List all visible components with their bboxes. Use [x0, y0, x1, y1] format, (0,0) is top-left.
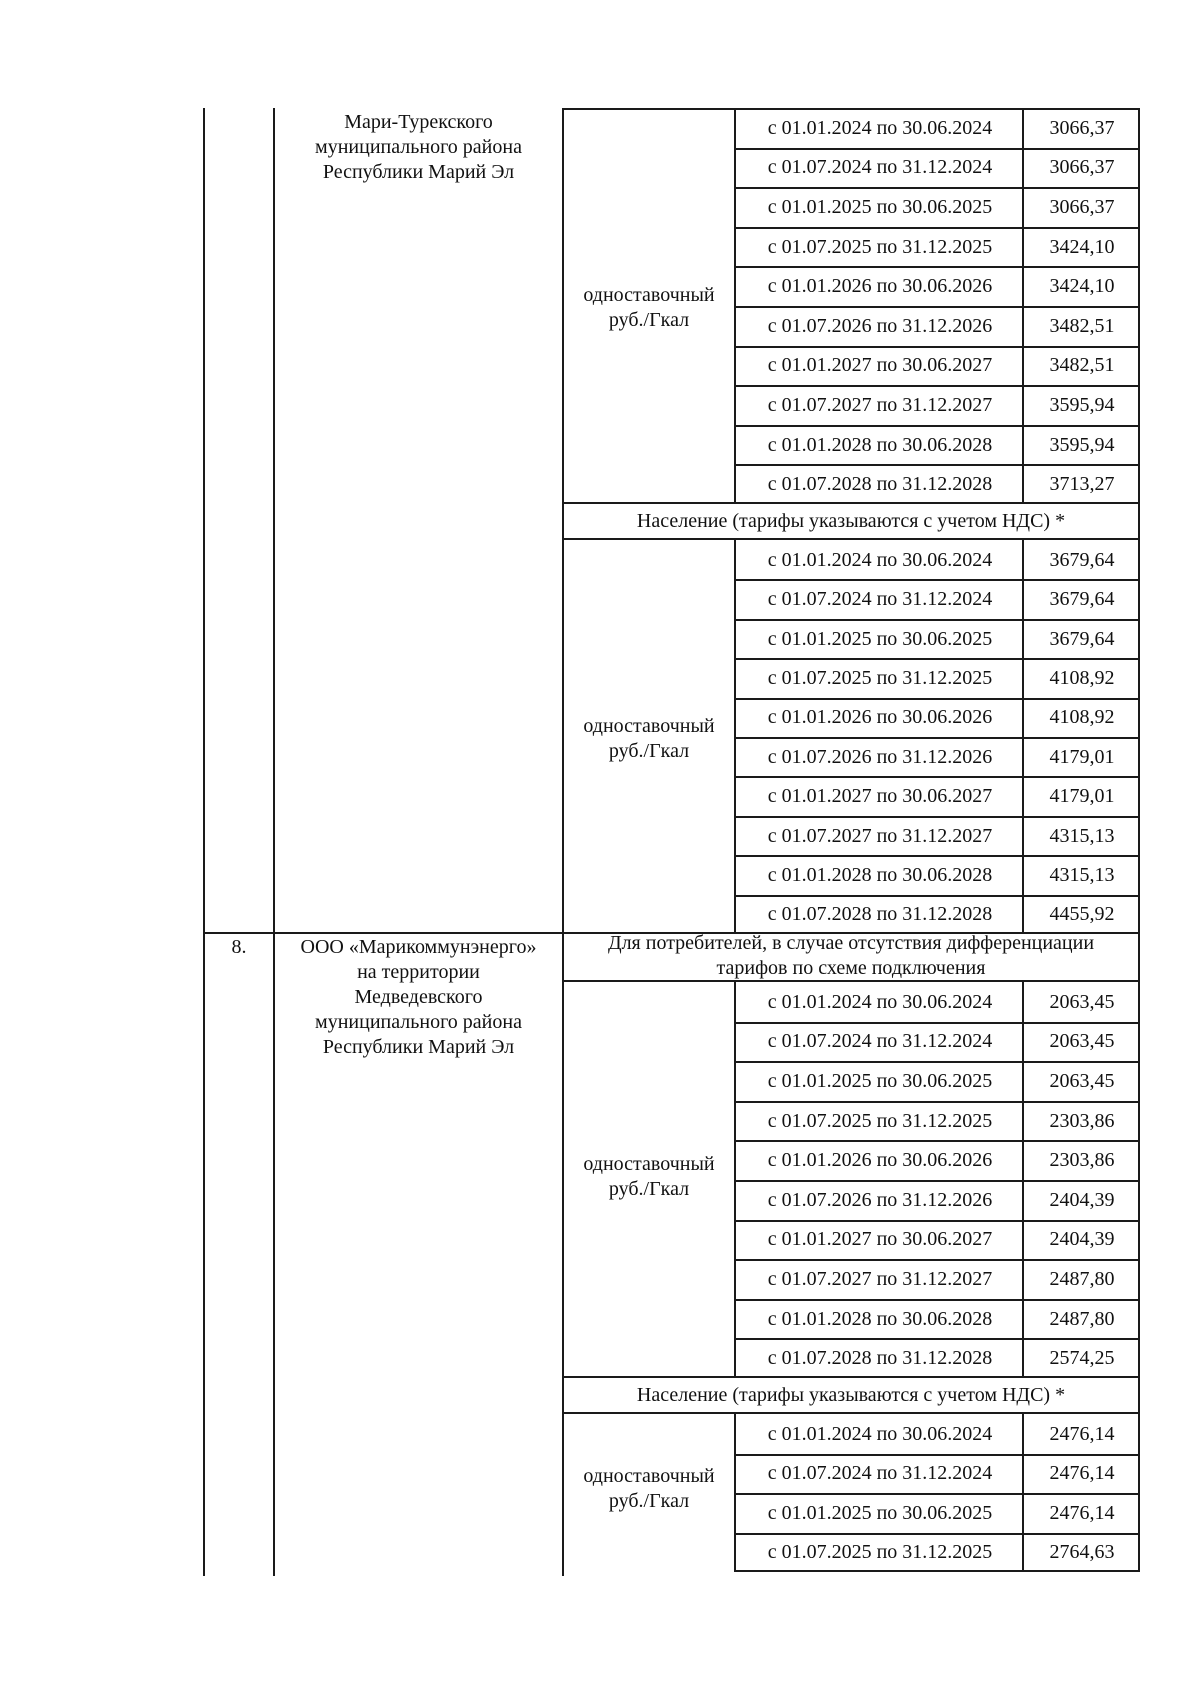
- period-cell: с 01.01.2025 по 30.06.2025: [767, 1502, 993, 1524]
- period-cell: с 01.01.2025 по 30.06.2025: [767, 1070, 993, 1092]
- tariff-value-cell: 2303,86: [1049, 1110, 1115, 1132]
- col-border-right: [1138, 538, 1140, 1572]
- tariff-value-cell: 3482,51: [1049, 354, 1115, 376]
- period-cell: с 01.01.2027 по 30.06.2027: [767, 1228, 993, 1250]
- period-cell: с 01.07.2027 по 31.12.2027: [767, 394, 993, 416]
- row-border: [734, 1061, 1140, 1063]
- tariff-value-cell: 3424,10: [1049, 275, 1115, 297]
- tariff-value-cell: 2303,86: [1049, 1149, 1115, 1171]
- row-border: [734, 1101, 1140, 1103]
- row-border: [734, 148, 1140, 150]
- tariff-value-cell: 2063,45: [1049, 1070, 1115, 1092]
- row-border: [734, 579, 1140, 581]
- row-border: [562, 538, 1140, 540]
- row-border: [734, 187, 1140, 189]
- period-cell: с 01.01.2027 по 30.06.2027: [767, 785, 993, 807]
- tariff-value-cell: 4108,92: [1049, 706, 1115, 728]
- row-border: [734, 737, 1140, 739]
- period-cell: с 01.07.2025 по 31.12.2025: [767, 1110, 993, 1132]
- period-cell: с 01.01.2026 по 30.06.2026: [767, 275, 993, 297]
- rate-type-unit: руб./Гкал: [608, 1178, 690, 1200]
- period-cell: с 01.01.2028 по 30.06.2028: [767, 1308, 993, 1330]
- row-border: [734, 306, 1140, 308]
- tariff-value-cell: 3595,94: [1049, 394, 1115, 416]
- row-border: [734, 816, 1140, 818]
- row-border: [734, 1220, 1140, 1222]
- period-cell: с 01.01.2024 по 30.06.2024: [767, 991, 993, 1013]
- rate-type-unit: руб./Гкал: [608, 740, 690, 762]
- row-border: [734, 1533, 1140, 1535]
- period-cell: с 01.07.2028 по 31.12.2028: [767, 1347, 993, 1369]
- tariff-value-cell: 2764,63: [1049, 1541, 1115, 1563]
- tariff-value-cell: 2476,14: [1049, 1502, 1115, 1524]
- row-border: [734, 425, 1140, 427]
- row-border: [734, 1338, 1140, 1340]
- period-cell: с 01.07.2026 по 31.12.2026: [767, 1189, 993, 1211]
- org-name-line: муниципального района: [315, 136, 522, 158]
- col-border-number: [273, 108, 275, 1576]
- rate-type-label: [564, 714, 734, 764]
- row-border: [734, 658, 1140, 660]
- period-cell: с 01.07.2027 по 31.12.2027: [767, 1268, 993, 1290]
- population-header: Население (тарифы указываются с учетом НДС) *: [636, 510, 1066, 532]
- org-name-8: [275, 935, 562, 1060]
- row-border: [734, 385, 1140, 387]
- row-border: [734, 895, 1140, 897]
- tariff-value-cell: 3066,37: [1049, 117, 1115, 139]
- consumers-header-line: тарифов по схеме подключения: [716, 957, 986, 979]
- tariff-value-cell: 3595,94: [1049, 434, 1115, 456]
- period-cell: с 01.07.2025 по 31.12.2025: [767, 236, 993, 258]
- period-cell: с 01.07.2025 по 31.12.2025: [767, 1541, 993, 1563]
- tariff-value-cell: 2487,80: [1049, 1308, 1115, 1330]
- period-cell: с 01.07.2028 по 31.12.2028: [767, 473, 993, 495]
- tariff-value-cell: 2476,14: [1049, 1462, 1115, 1484]
- row-border: [734, 1022, 1140, 1024]
- rate-type-label: [564, 1152, 734, 1202]
- row-border: [734, 1140, 1140, 1142]
- row-border: [734, 266, 1140, 268]
- tariff-value-cell: 2476,14: [1049, 1423, 1115, 1445]
- period-cell: с 01.07.2024 по 31.12.2024: [767, 588, 993, 610]
- consumers-header-line: Для потребителей, в случае отсутствия дифференциации: [607, 932, 1095, 954]
- tariff-value-cell: 2404,39: [1049, 1189, 1115, 1211]
- tariff-value-cell: 3066,37: [1049, 156, 1115, 178]
- period-cell: с 01.01.2024 по 30.06.2024: [767, 1423, 993, 1445]
- tariff-value-cell: 3424,10: [1049, 236, 1115, 258]
- row-border: [734, 698, 1140, 700]
- org-name-line: муниципального района: [315, 1011, 522, 1033]
- row-border: [734, 1570, 1140, 1572]
- period-cell: с 01.07.2024 по 31.12.2024: [767, 1030, 993, 1052]
- row-border: [734, 1454, 1140, 1456]
- rate-type-name: одноставочный: [583, 715, 715, 737]
- tariff-value-cell: 2487,80: [1049, 1268, 1115, 1290]
- row-border: [562, 108, 1140, 110]
- period-cell: с 01.01.2026 по 30.06.2026: [767, 706, 993, 728]
- period-cell: с 01.07.2027 по 31.12.2027: [767, 825, 993, 847]
- tariff-value-cell: 3713,27: [1049, 473, 1115, 495]
- period-cell: с 01.07.2024 по 31.12.2024: [767, 1462, 993, 1484]
- period-cell: с 01.01.2024 по 30.06.2024: [767, 549, 993, 571]
- tariff-value-cell: 3482,51: [1049, 315, 1115, 337]
- consumers-header: [564, 931, 1138, 981]
- row-border: [734, 776, 1140, 778]
- row-border: [734, 619, 1140, 621]
- tariff-value-cell: 2063,45: [1049, 1030, 1115, 1052]
- org-name-line: Мари-Турекского: [344, 111, 493, 133]
- row-border: [734, 227, 1140, 229]
- org-name-line: Республики Марий Эл: [322, 1036, 515, 1058]
- org-name-prev: [275, 110, 562, 185]
- tariff-value-cell: 4455,92: [1049, 903, 1115, 925]
- tariff-value-cell: 2574,25: [1049, 1347, 1115, 1369]
- tariff-value-cell: 3066,37: [1049, 196, 1115, 218]
- tariff-value-cell: 4315,13: [1049, 825, 1115, 847]
- rate-type-name: одноставочный: [583, 1465, 715, 1487]
- rate-type-label: [564, 283, 734, 333]
- tariff-value-cell: 2404,39: [1049, 1228, 1115, 1250]
- rate-type-label: [564, 1464, 734, 1514]
- row-border: [562, 1376, 1140, 1378]
- rate-type-unit: руб./Гкал: [608, 309, 690, 331]
- row-border: [562, 502, 1140, 504]
- tariff-value-cell: 4179,01: [1049, 746, 1115, 768]
- period-cell: с 01.01.2025 по 30.06.2025: [767, 196, 993, 218]
- org-name-line: ООО «Марикоммунэнерго»: [300, 936, 537, 958]
- tariff-value-cell: 3679,64: [1049, 549, 1115, 571]
- tariff-value-cell: 2063,45: [1049, 991, 1115, 1013]
- row-border: [734, 464, 1140, 466]
- org-name-line: Медведевского: [354, 986, 483, 1008]
- row-border: [562, 1412, 1140, 1414]
- row-border: [734, 1180, 1140, 1182]
- period-cell: с 01.01.2027 по 30.06.2027: [767, 354, 993, 376]
- period-cell: с 01.07.2024 по 31.12.2024: [767, 156, 993, 178]
- row-border: [734, 855, 1140, 857]
- row-border: [734, 346, 1140, 348]
- tariff-value-cell: 4179,01: [1049, 785, 1115, 807]
- period-cell: с 01.01.2026 по 30.06.2026: [767, 1149, 993, 1171]
- period-cell: с 01.01.2024 по 30.06.2024: [767, 117, 993, 139]
- rate-type-unit: руб./Гкал: [608, 1490, 690, 1512]
- org-name-line: на территории: [357, 961, 480, 983]
- tariff-value-cell: 3679,64: [1049, 588, 1115, 610]
- org-name-line: Республики Марий Эл: [322, 161, 515, 183]
- tariff-value-cell: 4315,13: [1049, 864, 1115, 886]
- period-cell: с 01.01.2028 по 30.06.2028: [767, 864, 993, 886]
- tariff-value-cell: 3679,64: [1049, 628, 1115, 650]
- period-cell: с 01.01.2028 по 30.06.2028: [767, 434, 993, 456]
- period-cell: с 01.07.2028 по 31.12.2028: [767, 903, 993, 925]
- population-header: Население (тарифы указываются с учетом НДС) *: [636, 1384, 1066, 1406]
- row-number: 8.: [231, 936, 247, 958]
- row-border: [734, 1299, 1140, 1301]
- row-border: [734, 1493, 1140, 1495]
- rate-type-name: одноставочный: [583, 1153, 715, 1175]
- rate-type-name: одноставочный: [583, 284, 715, 306]
- period-cell: с 01.07.2025 по 31.12.2025: [767, 667, 993, 689]
- period-cell: с 01.01.2025 по 30.06.2025: [767, 628, 993, 650]
- row-border: [734, 1259, 1140, 1261]
- col-border-left: [203, 108, 205, 1576]
- tariff-value-cell: 4108,92: [1049, 667, 1115, 689]
- period-cell: с 01.07.2026 по 31.12.2026: [767, 746, 993, 768]
- period-cell: с 01.07.2026 по 31.12.2026: [767, 315, 993, 337]
